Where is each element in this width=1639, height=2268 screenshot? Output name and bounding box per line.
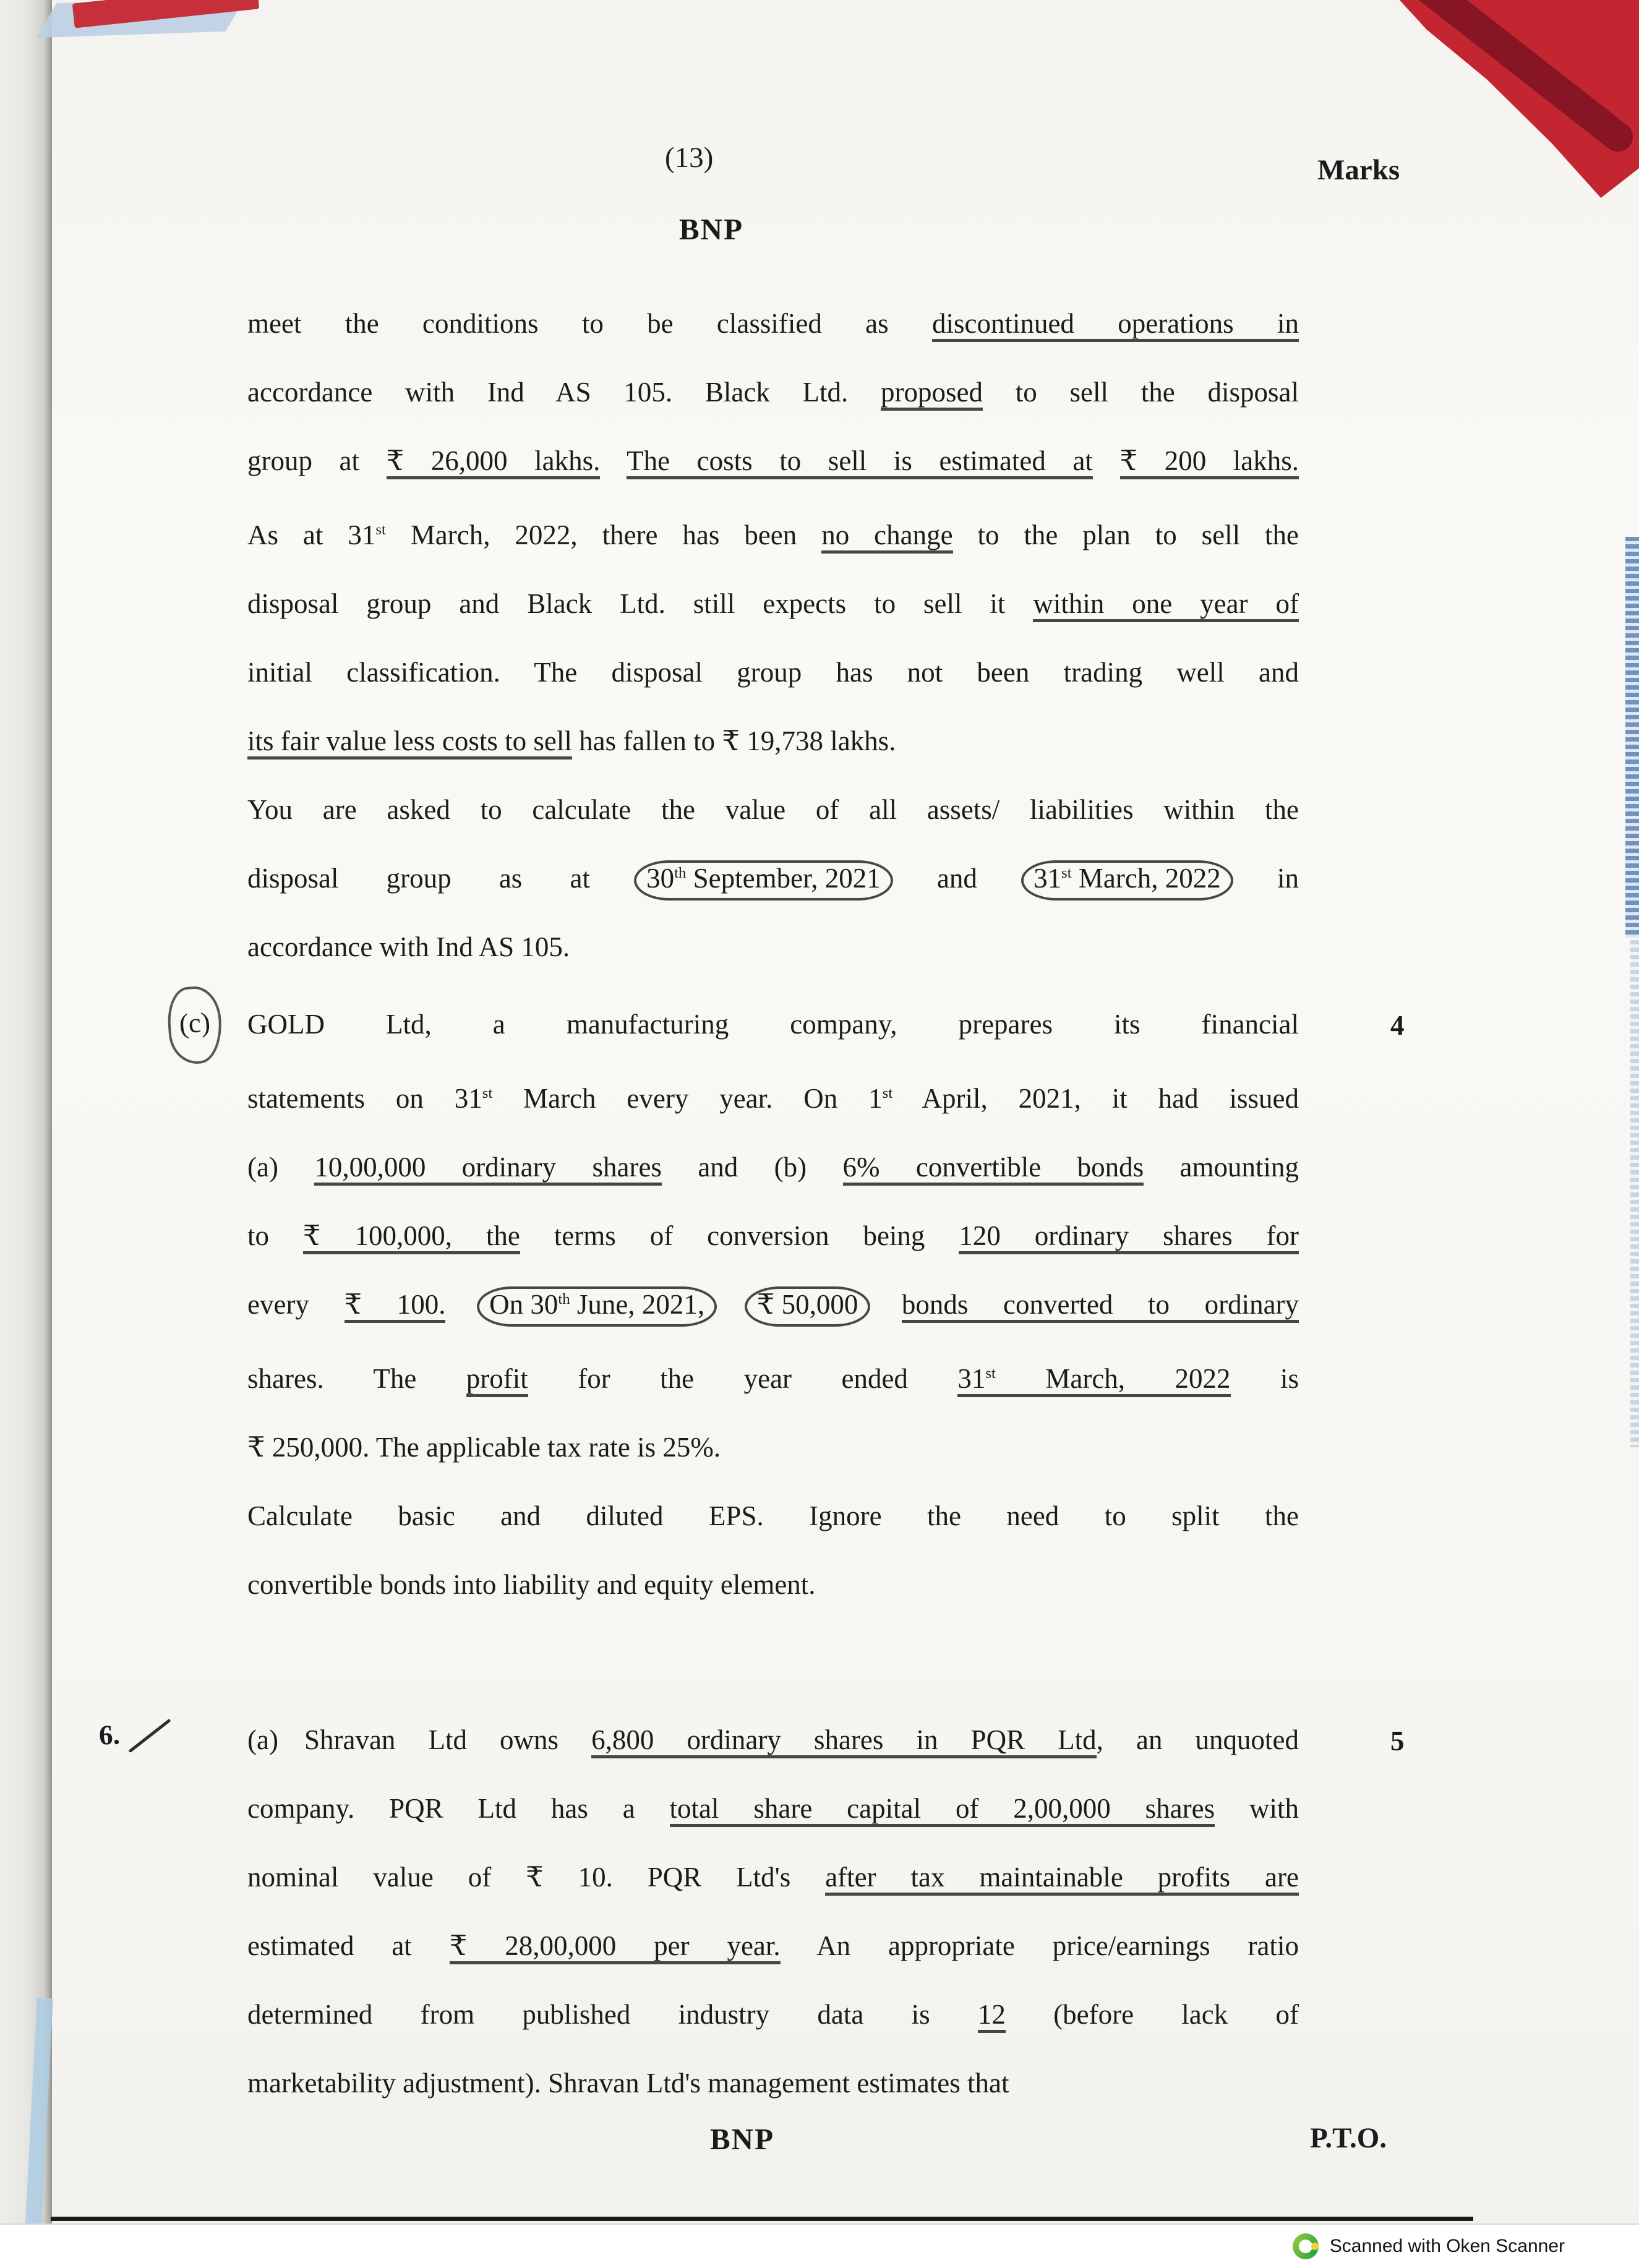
text-segment: with [1215, 1793, 1299, 1824]
pen-underlined-text: discontinued operations in [932, 308, 1299, 342]
text-segment: An appropriate price/earnings ratio [780, 1930, 1299, 1961]
text-segment: determined from published industry data is [247, 1999, 978, 2030]
text-segment: ₹ 50,000 [756, 1289, 858, 1320]
text-segment: meet the conditions to be classified as [247, 308, 932, 339]
text-segment [600, 445, 627, 476]
text-segment: for the year ended [528, 1363, 958, 1394]
text-segment: (a) [247, 1724, 278, 1755]
pen-underlined-text: its fair value less costs to sell [247, 725, 572, 760]
superscript: th [558, 1291, 570, 1307]
text-line [247, 990, 1299, 1059]
pen-underlined-text: 120 ordinary shares for [959, 1220, 1299, 1254]
scanner-attribution-text: Scanned with Oken Scanner [1329, 2236, 1565, 2256]
superscript: th [674, 865, 687, 881]
text-segment: terms of conversion being [520, 1220, 959, 1251]
pen-underlined-text: within one year of [1033, 588, 1299, 622]
pen-underlined-text: bonds converted to ordinary [902, 1289, 1299, 1323]
task-paragraph [247, 776, 1299, 982]
text-segment: marketability adjustment). Shravan Ltd's management estimates that [247, 2068, 1009, 2099]
pen-underlined-text: ₹ 28,00,000 per year. [450, 1930, 781, 1964]
text-line [247, 2049, 1299, 2118]
text-segment: June, 2021, [570, 1289, 705, 1320]
text-segment: convertible bonds into liability and equity element. [247, 1569, 816, 1600]
text-segment: statements on 31 [247, 1083, 482, 1114]
question-c-text [247, 990, 1299, 1482]
text-line [247, 1843, 1299, 1912]
text-segment: , an unquoted [1096, 1724, 1299, 1755]
pen-underlined-text: no change [821, 520, 952, 554]
text-segment: amounting [1144, 1152, 1299, 1183]
pen-underlined-text [957, 1363, 1230, 1397]
pen-underlined-text: 6,800 ordinary shares in PQR Ltd [591, 1724, 1097, 1758]
superscript: st [1061, 865, 1072, 881]
text-segment: 31 [957, 1363, 986, 1394]
text-segment: and (b) [661, 1152, 843, 1183]
text-segment: company. PQR Ltd has a [247, 1793, 670, 1824]
superscript: st [882, 1085, 893, 1102]
text-line [247, 1774, 1299, 1843]
text-segment: to [247, 1220, 303, 1251]
pen-underlined-text: ₹ 200 lakhs. [1120, 445, 1299, 479]
text-line [247, 1059, 1299, 1133]
pen-underlined-text: profit [466, 1363, 528, 1397]
question-c [178, 990, 1405, 1482]
pen-underlined-text: total share capital of 2,00,000 shares [670, 1793, 1215, 1827]
text-segment [445, 1289, 481, 1320]
text-segment: You are asked to calculate the value of all assets/ liabilities within the [247, 794, 1299, 825]
text-line [247, 1551, 1299, 1619]
pen-underlined-text: ₹ 100. [344, 1289, 446, 1323]
text-segment: September, 2021 [686, 863, 881, 894]
text-segment: shares. The [247, 1363, 466, 1394]
text-segment: Calculate basic and diluted EPS. Ignore the need to split the [247, 1500, 1299, 1531]
text-segment: 31 [1033, 863, 1062, 894]
text-segment: March, 2022, there has been [385, 520, 822, 550]
text-segment: March, 2022 [1071, 863, 1221, 894]
text-segment: every [247, 1289, 344, 1320]
text-segment [867, 1289, 902, 1320]
question-6a-text [247, 1706, 1299, 2118]
text-segment [713, 1289, 748, 1320]
text-segment: April, 2021, it had issued [892, 1083, 1299, 1114]
text-line [247, 1133, 1299, 1202]
text-segment: to the plan to sell the [952, 520, 1299, 550]
text-line [247, 1413, 1299, 1482]
question-6-number: 6. [98, 1719, 121, 1751]
text-segment: estimated at [247, 1930, 450, 1961]
text-segment: March, 2022 [995, 1363, 1231, 1394]
text-segment: ₹ 250,000. The applicable tax rate is 25%. [247, 1432, 721, 1463]
text-segment: accordance with Ind AS 105. [247, 931, 570, 962]
text-line [247, 1202, 1299, 1270]
pen-underlined-text: The costs to sell is estimated at [627, 445, 1093, 479]
question-c-instruction [247, 1482, 1299, 1619]
pen-circle-annotation [634, 860, 893, 901]
text-line [247, 427, 1299, 495]
text-line [247, 638, 1299, 707]
text-segment: disposal group and Black Ltd. still expects to sell it [247, 588, 1033, 619]
text-line [247, 1270, 1299, 1339]
text-line [247, 844, 1299, 913]
paper-left-edge-shadow [0, 0, 52, 2223]
text-segment: in [1229, 863, 1299, 894]
text-segment: disposal group as at [247, 863, 638, 894]
text-segment: has fallen to ₹ 19,738 lakhs. [571, 725, 896, 756]
pen-circle-annotation [1021, 860, 1233, 901]
text-segment: initial classification. The disposal group has not been trading well and [247, 657, 1299, 688]
text-line [247, 1482, 1299, 1551]
text-line [247, 570, 1299, 638]
superscript: st [482, 1085, 493, 1102]
text-line [247, 913, 1299, 982]
right-edge-fabric-faint [1630, 940, 1639, 1447]
text-line [247, 1980, 1299, 2049]
pen-underlined-text: proposed [881, 377, 983, 411]
text-line [247, 1912, 1299, 1980]
text-segment: (before lack of [1005, 1999, 1299, 2030]
text-segment: 30 [646, 863, 675, 894]
text-line [247, 776, 1299, 844]
question-c-label: (c) [166, 985, 224, 1066]
text-segment: On 30 [489, 1289, 558, 1320]
text-segment: (a) [247, 1152, 315, 1183]
text-segment: March every year. On 1 [492, 1083, 883, 1114]
scanner-attribution-bar [0, 2223, 1639, 2268]
text-line [247, 1706, 1299, 1774]
superscript: st [375, 521, 386, 538]
text-line [247, 289, 1299, 358]
text-segment: Shravan Ltd owns [304, 1724, 592, 1755]
pen-underlined-text: ₹ 100,000, the [303, 1220, 520, 1254]
question-6a [98, 1706, 1405, 2118]
text-line [247, 1339, 1299, 1413]
pen-tick-mark [128, 1719, 171, 1753]
superscript: st [985, 1365, 996, 1382]
pen-circle-annotation [477, 1286, 717, 1327]
pen-underlined-text: 12 [978, 1999, 1006, 2033]
pen-underlined-text: 6% convertible bonds [843, 1152, 1144, 1186]
pen-circle-annotation [745, 1286, 871, 1327]
marks-column-header: Marks [1317, 154, 1400, 186]
page-number: (13) [665, 142, 714, 174]
text-line [247, 707, 1299, 776]
pen-underlined-text: 10,00,000 ordinary shares [314, 1152, 662, 1186]
text-line [247, 358, 1299, 427]
text-segment [1093, 445, 1120, 476]
question-c-marks: 4 [1390, 1010, 1405, 1041]
text-segment: to sell the disposal [983, 377, 1299, 408]
text-segment: nominal value of ₹ 10. PQR Ltd's [247, 1862, 826, 1893]
pen-underlined-text: ₹ 26,000 lakhs. [387, 445, 601, 479]
question-paper-body [98, 289, 1405, 2118]
text-segment: and [889, 863, 1025, 894]
pen-underlined-text: after tax maintainable profits are [825, 1862, 1299, 1896]
text-segment: As at 31 [247, 520, 376, 550]
paper-code-bottom: BNP [710, 2122, 774, 2156]
oken-scanner-icon [1293, 2233, 1319, 2259]
text-line [247, 495, 1299, 570]
question-6a-marks: 5 [1390, 1726, 1405, 1757]
pto-label: P.T.O. [1310, 2122, 1387, 2154]
continuation-paragraph [247, 289, 1299, 776]
text-segment: accordance with Ind AS 105. Black Ltd. [247, 377, 881, 408]
text-segment: is [1230, 1363, 1299, 1394]
text-segment: GOLD Ltd, a manufacturing company, prepares its financial [247, 1009, 1299, 1040]
paper-code-top: BNP [679, 212, 743, 246]
text-segment: group at [247, 445, 387, 476]
scan-edge-line [51, 2217, 1473, 2221]
right-edge-fabric [1625, 537, 1639, 938]
